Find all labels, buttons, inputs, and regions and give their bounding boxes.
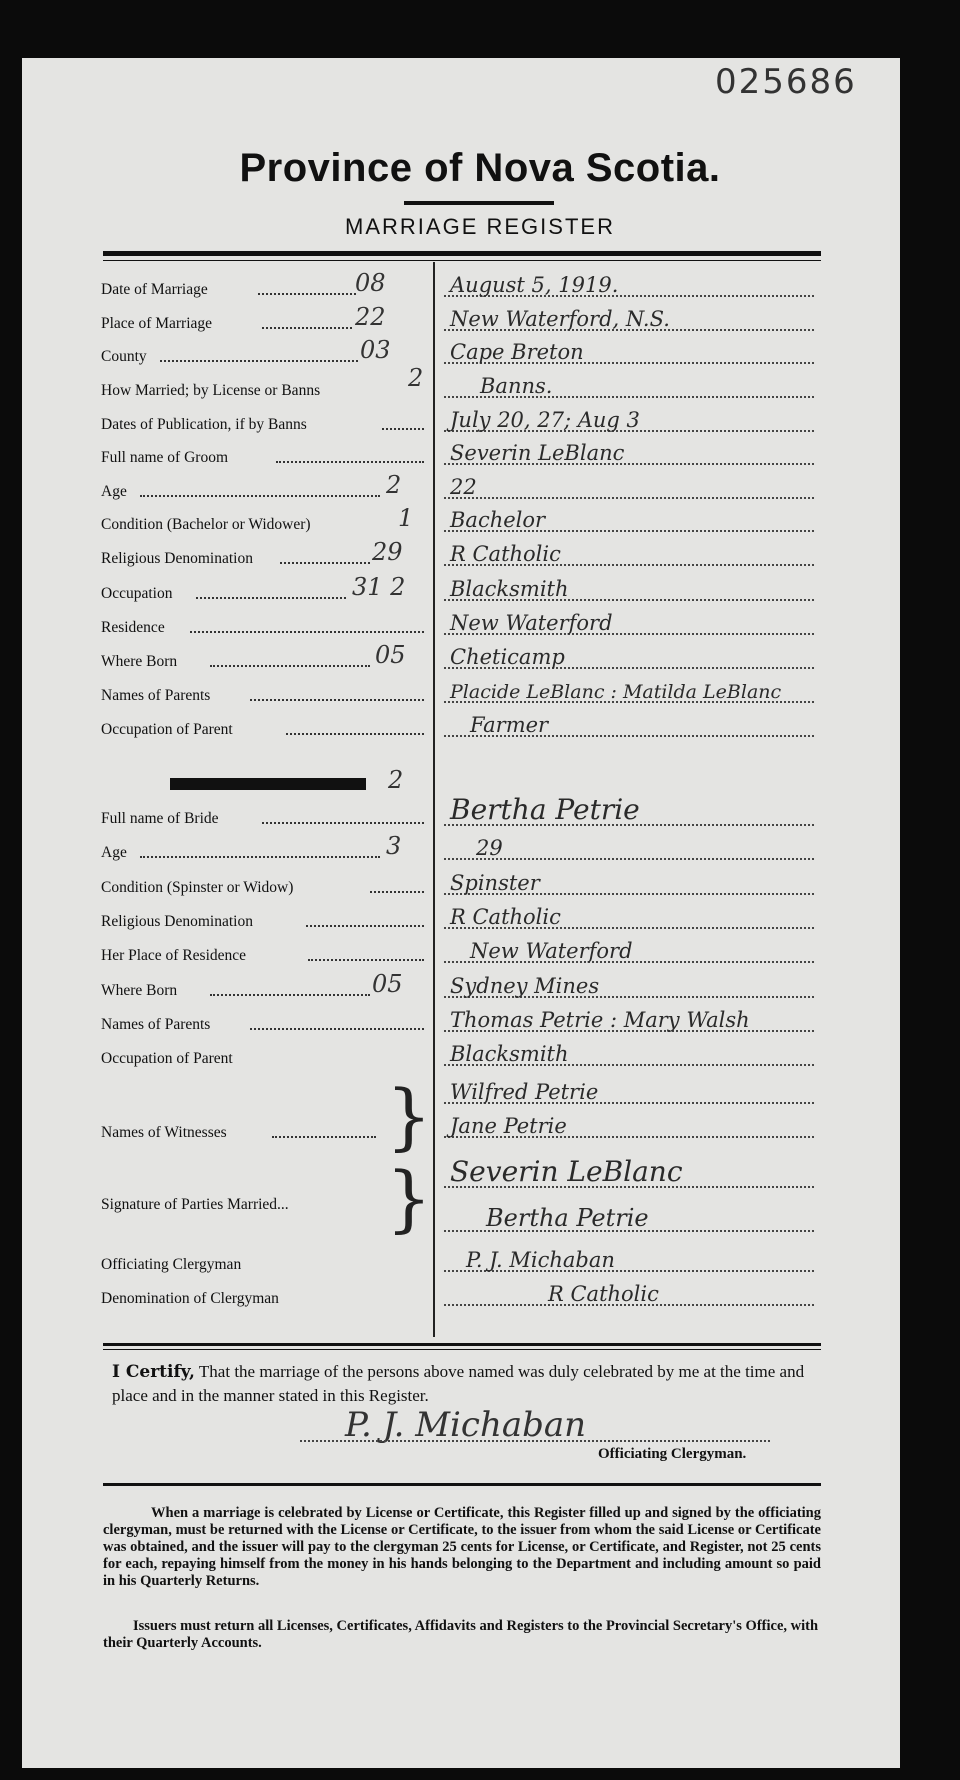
field-value: R Catholic <box>450 542 561 566</box>
certification-rule <box>103 1343 821 1346</box>
field-label: Names of Witnesses <box>101 1124 227 1141</box>
field-row <box>0 1246 960 1276</box>
bride-section-code: 2 <box>388 766 404 794</box>
field-label: Dates of Publication, if by Banns <box>101 416 307 433</box>
field-row <box>0 972 960 1002</box>
field-value: R Catholic <box>450 905 561 929</box>
field-label: Condition (Bachelor or Widower) <box>101 516 311 533</box>
field-label: Full name of Groom <box>101 449 228 466</box>
field-row <box>0 439 960 469</box>
field-row <box>0 793 960 830</box>
leader-dots <box>286 733 424 735</box>
field-label: Where Born <box>101 982 178 999</box>
field-row <box>0 1280 960 1310</box>
field-label: Place of Marriage <box>101 315 213 332</box>
witness-line-1 <box>0 1078 960 1108</box>
notice-rule <box>103 1483 821 1486</box>
field-row <box>0 338 960 368</box>
field-row <box>0 834 960 864</box>
leader-dots <box>308 959 424 961</box>
witnesses-row <box>0 1114 960 1144</box>
field-code: 22 <box>355 303 386 331</box>
field-code: 05 <box>372 970 403 998</box>
field-row <box>0 1006 960 1036</box>
witness-name: Wilfred Petrie <box>450 1080 599 1104</box>
signature-value: Severin LeBlanc <box>450 1155 683 1188</box>
field-row <box>0 711 960 741</box>
field-label: Occupation of Parent <box>101 1050 233 1067</box>
field-label: Occupation of Parent <box>101 721 233 738</box>
field-label: Her Place of Residence <box>101 947 247 964</box>
signature-line <box>300 1440 770 1442</box>
field-value: Bachelor <box>450 508 546 532</box>
field-code: 3 <box>386 832 402 860</box>
field-code: 2 <box>386 471 402 499</box>
field-value: Severin LeBlanc <box>450 441 625 465</box>
field-label: Full name of Bride <box>101 810 219 827</box>
field-row <box>0 903 960 933</box>
field-row <box>0 575 960 605</box>
issuers-note: Issuers must return all Licenses, Certificates, Affidavits and Registers to the Provincial Secretary's Office, with their Quarterly Accounts. <box>103 1618 819 1651</box>
field-value: Farmer <box>470 713 549 737</box>
certify-body: That the marriage of the persons above named was duly celebrated by me at the time and place and in the manner stated in this Register. <box>112 1362 805 1405</box>
signatures-row <box>0 1186 960 1216</box>
field-label: Names of Parents <box>101 1016 211 1033</box>
certify-lead: I Certify, <box>112 1362 195 1382</box>
signature-value: Bertha Petrie <box>486 1204 649 1232</box>
witness-name: Jane Petrie <box>450 1114 567 1138</box>
field-code: 08 <box>355 269 386 297</box>
field-value: Sydney Mines <box>450 974 600 998</box>
field-row <box>0 609 960 639</box>
title-rule <box>404 201 554 205</box>
field-row <box>0 1040 960 1070</box>
field-value: New Waterford, N.S. <box>450 307 670 331</box>
field-label: Names of Parents <box>101 687 211 704</box>
field-value: Cape Breton <box>450 340 584 364</box>
field-label: Age <box>101 483 127 500</box>
leader-dots <box>210 994 370 996</box>
field-value: Banns. <box>480 374 553 398</box>
field-code: 03 <box>360 336 391 364</box>
field-value: New Waterford <box>470 939 633 963</box>
leader-dots <box>140 856 380 858</box>
leader-dots <box>250 1028 424 1030</box>
field-row <box>0 506 960 536</box>
field-row <box>0 677 960 707</box>
leader-dots <box>140 495 380 497</box>
field-label: How Married; by License or Banns <box>101 382 321 399</box>
field-value: Blacksmith <box>450 1042 569 1066</box>
field-value: 29 <box>476 836 503 860</box>
leader-dots <box>382 428 424 430</box>
header-rule-thin <box>103 260 821 261</box>
field-label: Where Born <box>101 653 178 670</box>
field-label: Officiating Clergyman <box>101 1256 242 1273</box>
value-line <box>444 497 814 499</box>
leader-dots <box>258 293 356 295</box>
reference-number: 025686 <box>715 62 857 102</box>
field-label: Date of Marriage <box>101 281 208 298</box>
signatures-brace: } <box>386 1156 432 1240</box>
leader-dots <box>272 1136 376 1138</box>
leader-dots <box>280 562 370 564</box>
certification-text <box>112 1360 822 1408</box>
field-row <box>0 540 960 570</box>
field-code: 31 2 <box>352 573 406 601</box>
field-value: 22 <box>450 475 477 499</box>
field-value: Spinster <box>450 871 540 895</box>
leader-dots <box>262 822 424 824</box>
field-label: County <box>101 348 147 365</box>
witnesses-brace: } <box>386 1074 432 1158</box>
clergy-signature: P. J. Michaban <box>345 1405 587 1445</box>
field-row <box>0 869 960 899</box>
field-row <box>0 937 960 967</box>
license-notice: When a marriage is celebrated by License or Certificate, this Register filled up and signed by the officiating clergyman, must be returned with the License or Certificate, to the issuer from whom the said License or Certificate was obtained, and the issuer will pay to the clergyman 25 cents for License, or Certificate, and Register, not 25 cents for each, repaying himself from the money in his hands belonging to the Department and including amount so paid in his Quarterly Returns. <box>103 1505 821 1589</box>
leader-dots <box>370 891 424 893</box>
field-code: 2 <box>408 364 424 392</box>
field-value: New Waterford <box>450 611 613 635</box>
field-row <box>0 643 960 673</box>
leader-dots <box>160 360 358 362</box>
leader-dots <box>250 699 424 701</box>
field-value: August 5, 1919. <box>450 273 619 297</box>
field-value: Placide LeBlanc : Matilda LeBlanc <box>450 681 782 703</box>
leader-dots <box>262 327 352 329</box>
header-rule-thick <box>103 251 821 256</box>
leader-dots <box>210 665 370 667</box>
field-label: Residence <box>101 619 165 636</box>
field-value: Thomas Petrie : Mary Walsh <box>450 1008 750 1032</box>
field-row <box>0 473 960 503</box>
field-value: P. J. Michaban <box>466 1248 615 1272</box>
field-code: 05 <box>375 641 406 669</box>
bride-section-bar <box>170 778 366 790</box>
field-value: Bertha Petrie <box>450 793 640 826</box>
signature-caption: Officiating Clergyman. <box>598 1446 747 1462</box>
register-subtitle: MARRIAGE REGISTER <box>345 214 615 239</box>
field-value: Blacksmith <box>450 577 569 601</box>
field-label: Denomination of Clergyman <box>101 1290 279 1307</box>
field-row <box>0 271 960 301</box>
field-row <box>0 364 960 402</box>
field-label: Age <box>101 844 127 861</box>
leader-dots <box>306 925 424 927</box>
field-row <box>0 305 960 335</box>
field-row <box>0 406 960 436</box>
field-code: 29 <box>372 538 403 566</box>
field-code: 1 <box>398 504 414 532</box>
leader-dots <box>276 461 424 463</box>
field-label: Religious Denomination <box>101 550 253 567</box>
field-value: July 20, 27; Aug 3 <box>450 408 640 432</box>
leader-dots <box>190 631 424 633</box>
field-value: R Catholic <box>548 1282 659 1306</box>
certification-rule-thin <box>103 1349 821 1350</box>
field-label: Religious Denomination <box>101 913 253 930</box>
field-label: Signature of Parties Married... <box>101 1196 289 1213</box>
field-value: Cheticamp <box>450 645 565 669</box>
field-label: Condition (Spinster or Widow) <box>101 879 294 896</box>
field-label: Occupation <box>101 585 173 602</box>
page-title: Province of Nova Scotia. <box>239 146 721 190</box>
leader-dots <box>196 597 346 599</box>
